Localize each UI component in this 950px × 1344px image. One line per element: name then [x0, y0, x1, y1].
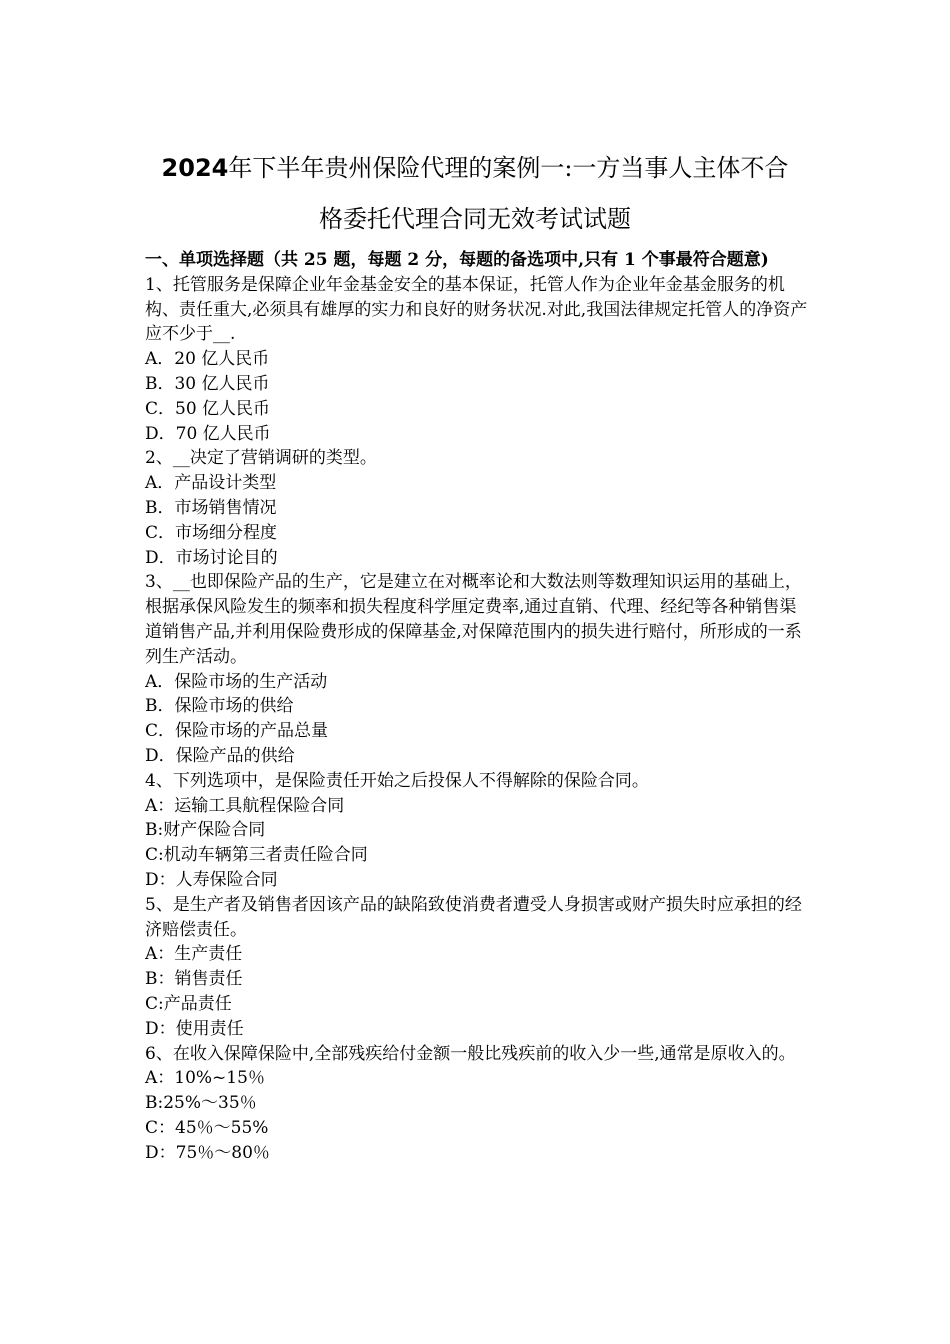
title-year: 2024 — [161, 154, 229, 182]
question-1 — [145, 273, 810, 447]
option-d: D：75％～80％ — [145, 1142, 270, 1163]
question-text: 3、__也即保险产品的生产，它是建立在对概率论和大数法则等数理知识运用的基础上，根据承保风险发生的频率和损失程度科学厘定费率,通过直销、代理、经纪等各种销售渠道销售产品,并利用保险费形成的保障基金,对保障范围内的损失进行赔付，所形成的一系列生产活动。 — [145, 572, 802, 667]
option-a: A：运输工具航程保险合同 — [145, 795, 345, 816]
option-b: B．市场销售情况 — [145, 497, 277, 518]
option-a: A：生产责任 — [145, 944, 243, 965]
option-c: C：45％～55% — [145, 1117, 269, 1138]
option-d: D：使用责任 — [145, 1018, 244, 1039]
question-text: 5、是生产者及销售者因该产品的缺陷致使消费者遭受人身损害或财产损失时应承担的经济赔偿责任。 — [145, 894, 802, 940]
option-c: C:机动车辆第三者责任险合同 — [145, 845, 368, 866]
option-a: A．20 亿人民币 — [145, 349, 270, 370]
document-title-line-2: 格委托代理合同无效考试试题 — [319, 205, 631, 233]
document-title-line-1 — [120, 153, 830, 183]
option-a: A．保险市场的生产活动 — [145, 671, 328, 692]
option-b: B．保险市场的供给 — [145, 696, 294, 717]
question-text: 2、__决定了营销调研的类型。 — [145, 448, 377, 469]
option-d: D．市场讨论目的 — [145, 547, 278, 568]
option-a: A．产品设计类型 — [145, 473, 277, 494]
option-c: C．保险市场的产品总量 — [145, 721, 329, 742]
question-2 — [145, 446, 810, 570]
document-body — [145, 248, 810, 1165]
option-c: C．市场细分程度 — [145, 522, 278, 543]
question-6 — [145, 1042, 810, 1166]
option-d: D．70 亿人民币 — [145, 423, 271, 444]
option-b: B．30 亿人民币 — [145, 373, 270, 394]
question-4 — [145, 769, 810, 893]
option-b: B:财产保险合同 — [145, 820, 266, 841]
option-b: B：销售责任 — [145, 969, 243, 990]
question-5 — [145, 893, 810, 1042]
title-line-1-text: 年下半年贵州保险代理的案例一:一方当事人主体不合 — [228, 154, 789, 182]
option-c: C:产品责任 — [145, 993, 232, 1014]
option-b: B:25%～35％ — [145, 1093, 257, 1114]
option-d: D：人寿保险合同 — [145, 869, 278, 890]
question-text: 4、下列选项中，是保险责任开始之后投保人不得解除的保险合同。 — [145, 770, 649, 791]
option-c: C．50 亿人民币 — [145, 398, 271, 419]
question-text: 6、在收入保障保险中,全部残疾给付金额一般比残疾前的收入少一些,通常是原收入的。 — [145, 1043, 796, 1064]
question-text: 1、托管服务是保障企业年金基金安全的基本保证，托管人作为企业年金基金服务的机构、责任重大,必须具有雄厚的实力和良好的财务状况.对此,我国法律规定托管人的净资产应不少于__. — [145, 274, 808, 345]
option-a: A：10%~15％ — [145, 1068, 265, 1089]
question-3 — [145, 570, 810, 768]
option-d: D．保险产品的供给 — [145, 745, 295, 766]
section-heading: 一、单项选择题（共 25 题，每题 2 分，每题的备选项中,只有 1 个事最符合题意) — [145, 250, 769, 270]
